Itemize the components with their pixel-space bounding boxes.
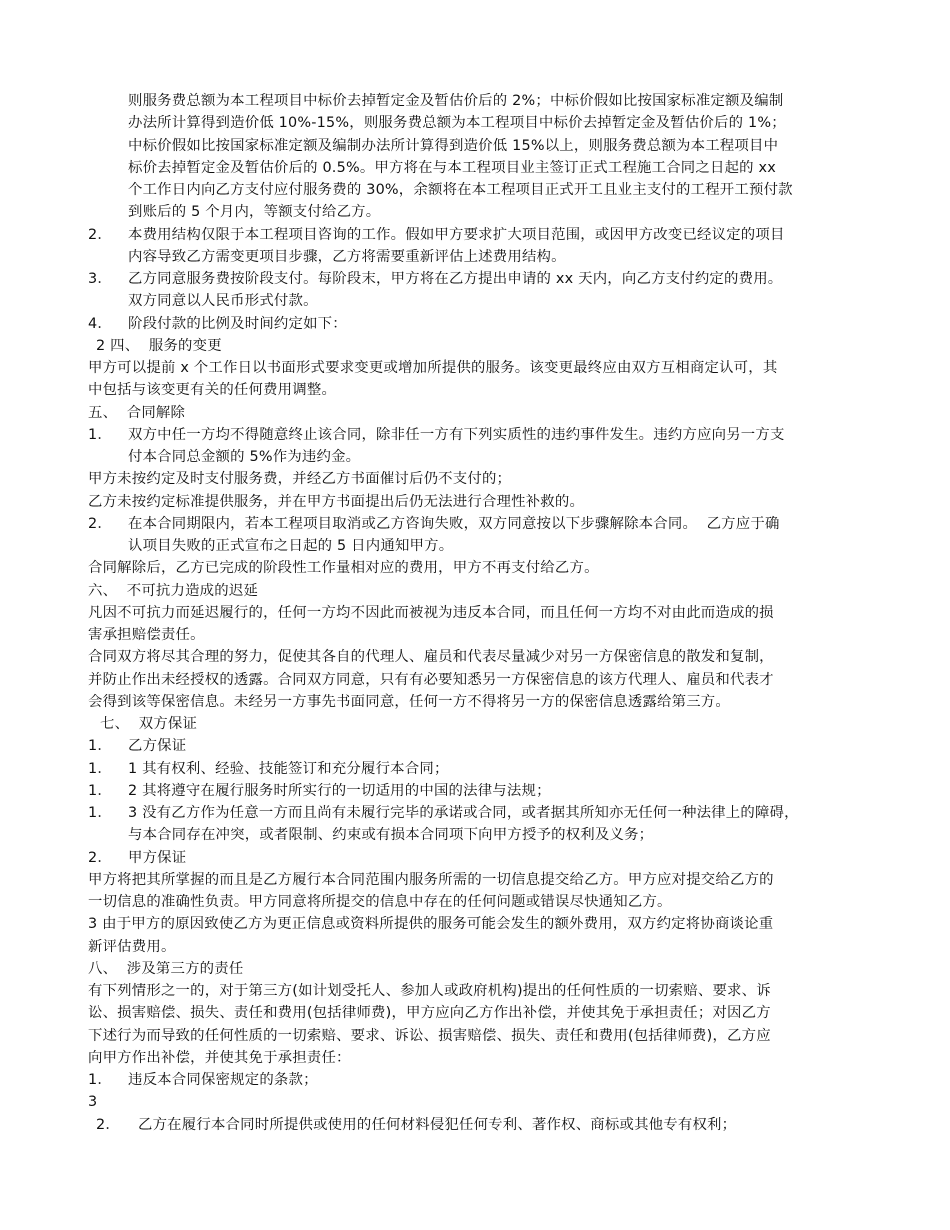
list-number: 3． xyxy=(88,271,112,287)
section-heading: 五、 合同解除 xyxy=(88,405,186,421)
list-number: 1． xyxy=(88,761,112,777)
text-line: 阶段付款的比例及时间约定如下： xyxy=(128,316,347,332)
list-number: 1． xyxy=(88,1072,112,1088)
text-line: 一切信息的准确性负责。甲方同意将所提交的信息中存在的任何问题或错误尽快通知乙方。 xyxy=(88,894,672,910)
list-number: 1． xyxy=(88,783,112,799)
text-line: 则服务费总额为本工程项目中标价去掉暂定金及暂估价后的 2%；中标价假如比按国家标准定额及编制 xyxy=(128,93,784,109)
text-line: 会得到该等保密信息。未经另一方事先书面同意，任何一方不得将另一方的保密信息透露给第三方。 xyxy=(88,694,730,710)
text-line: 向甲方作出补偿，并使其免于承担责任： xyxy=(88,1050,351,1066)
text-line: 认项目失败的正式宣布之日起的 5 日内通知甲方。 xyxy=(128,538,454,554)
list-number: 4． xyxy=(88,316,112,332)
section-heading: 八、 涉及第三方的责任 xyxy=(88,961,244,977)
text-line: 违反本合同保密规定的条款； xyxy=(128,1072,318,1088)
text-line: 内容导致乙方需变更项目步骤，乙方将需要重新评估上述费用结构。 xyxy=(128,249,566,265)
list-number: 1． xyxy=(88,738,112,754)
text-line: 甲方将把其所掌握的而且是乙方履行本合同范围内服务所需的一切信息提交给乙方。甲方应对提交给乙方的 xyxy=(88,872,774,888)
text-line: 办法所计算得到造价低 10%-15%，则服务费总额为本工程项目中标价去掉暂定金及暂估价后的 1%； xyxy=(128,115,786,131)
list-number: 1． xyxy=(88,427,112,443)
text-line: 付本合同总金额的 5%作为违约金。 xyxy=(128,449,361,465)
text-line: 中标价假如比按国家标准定额及编制办法所计算得到造价低 15%以上，则服务费总额为本工程项目中 xyxy=(128,138,779,154)
text-line: 甲方可以提前 x 个工作日以书面形式要求变更或增加所提供的服务。该变更最终应由双方互相商定认可，其 xyxy=(88,360,778,376)
text-line: 乙方保证 xyxy=(128,738,187,754)
text-line: 双方同意以人民币形式付款。 xyxy=(128,293,318,309)
text-line: 中包括与该变更有关的任何费用调整。 xyxy=(88,382,337,398)
text-line: 害承担赔偿责任。 xyxy=(88,627,205,643)
text-line: 甲方未按约定及时支付服务费，并经乙方书面催讨后仍不支付的； xyxy=(88,471,512,487)
text-line: 到账后的 5 个月内，等额支付给乙方。 xyxy=(128,204,381,220)
list-number: 1． xyxy=(88,805,112,821)
text-line: 合同双方将尽其合理的努力，促使其各自的代理人、雇员和代表尽量减少对另一方保密信息的散发和复制， xyxy=(88,649,774,665)
list-number: 2． xyxy=(88,516,112,532)
text-line: 并防止作出未经授权的透露。合同双方同意，只有有必要知悉另一方保密信息的该方代理人、雇员和代表才 xyxy=(88,672,774,688)
text-line: 双方中任一方均不得随意终止该合同，除非任一方有下列实质性的违约事件发生。违约方应向另一方支 xyxy=(128,427,785,443)
text-line: 3 没有乙方作为任意一方而且尚有未履行完毕的承诺或合同，或者据其所知亦无任何一种法律上的障碍， xyxy=(128,805,799,821)
text-line: 本费用结构仅限于本工程项目咨询的工作。假如甲方要求扩大项目范围，或因甲方改变已经议定的项目 xyxy=(128,227,785,243)
section-heading: 七、 双方保证 xyxy=(100,716,198,732)
text-line: 个工作日内向乙方支付应付服务费的 30%，余额将在本工程项目正式开工且业主支付的工程开工预付款 xyxy=(128,182,793,198)
list-number: 2． xyxy=(88,850,112,866)
section-heading: 2 四、 服务的变更 xyxy=(96,338,222,354)
text-line: 在本合同期限内，若本工程项目取消或乙方咨询失败，双方同意按以下步骤解除本合同。 乙方应于确 xyxy=(128,516,780,532)
text-line: 3 由于甲方的原因致使乙方为更正信息或资料所提供的服务可能会发生的额外费用，双方约定将协商谈论重 xyxy=(88,916,774,932)
text-line: 1 其有权利、经验、技能签订和充分履行本合同； xyxy=(128,761,449,777)
text-line: 凡因不可抗力而延迟履行的，任何一方均不因此而被视为违反本合同，而且任何一方均不对由此而造成的损 xyxy=(88,605,774,621)
page-number: 3 xyxy=(88,1094,98,1110)
text-line: 乙方同意服务费按阶段支付。每阶段末，甲方将在乙方提出申请的 xx 天内，向乙方支付约定的费用。 xyxy=(128,271,783,287)
text-line: 2 其将遵守在履行服务时所实行的一切适用的中国的法律与法规； xyxy=(128,783,551,799)
text-line: 标价去掉暂定金及暂估价后的 0.5%。甲方将在与本工程项目业主签订正式工程施工合同之日起的 xx xyxy=(128,160,776,176)
text-line: 有下列情形之一的，对于第三方(如计划受托人、参加人或政府机构)提出的任何性质的一切索赔、要求、诉 xyxy=(88,983,771,999)
text-line: 乙方在履行本合同时所提供或使用的任何材料侵犯任何专利、著作权、商标或其他专有权利； xyxy=(138,1117,737,1133)
text-line: 合同解除后，乙方已完成的阶段性工作量相对应的费用，甲方不再支付给乙方。 xyxy=(88,560,599,576)
text-line: 甲方保证 xyxy=(128,850,187,866)
text-line: 下述行为而导致的任何性质的一切索赔、要求、诉讼、损害赔偿、损失、责任和费用(包括律师费)，乙方应 xyxy=(88,1028,771,1044)
text-line: 与本合同存在冲突，或者限制、约束或有损本合同项下向甲方授予的权利及义务； xyxy=(128,827,654,843)
text-line: 新评估费用。 xyxy=(88,939,176,955)
list-number: 2． xyxy=(88,227,112,243)
text-line: 乙方未按约定标准提供服务，并在甲方书面提出后仍无法进行合理性补救的。 xyxy=(88,494,585,510)
list-number: 2． xyxy=(96,1117,120,1133)
text-line: 讼、损害赔偿、损失、责任和费用(包括律师费)，甲方应向乙方作出补偿，并使其免于承担责任；对因乙方 xyxy=(88,1005,771,1021)
section-heading: 六、 不可抗力造成的迟延 xyxy=(88,583,259,599)
